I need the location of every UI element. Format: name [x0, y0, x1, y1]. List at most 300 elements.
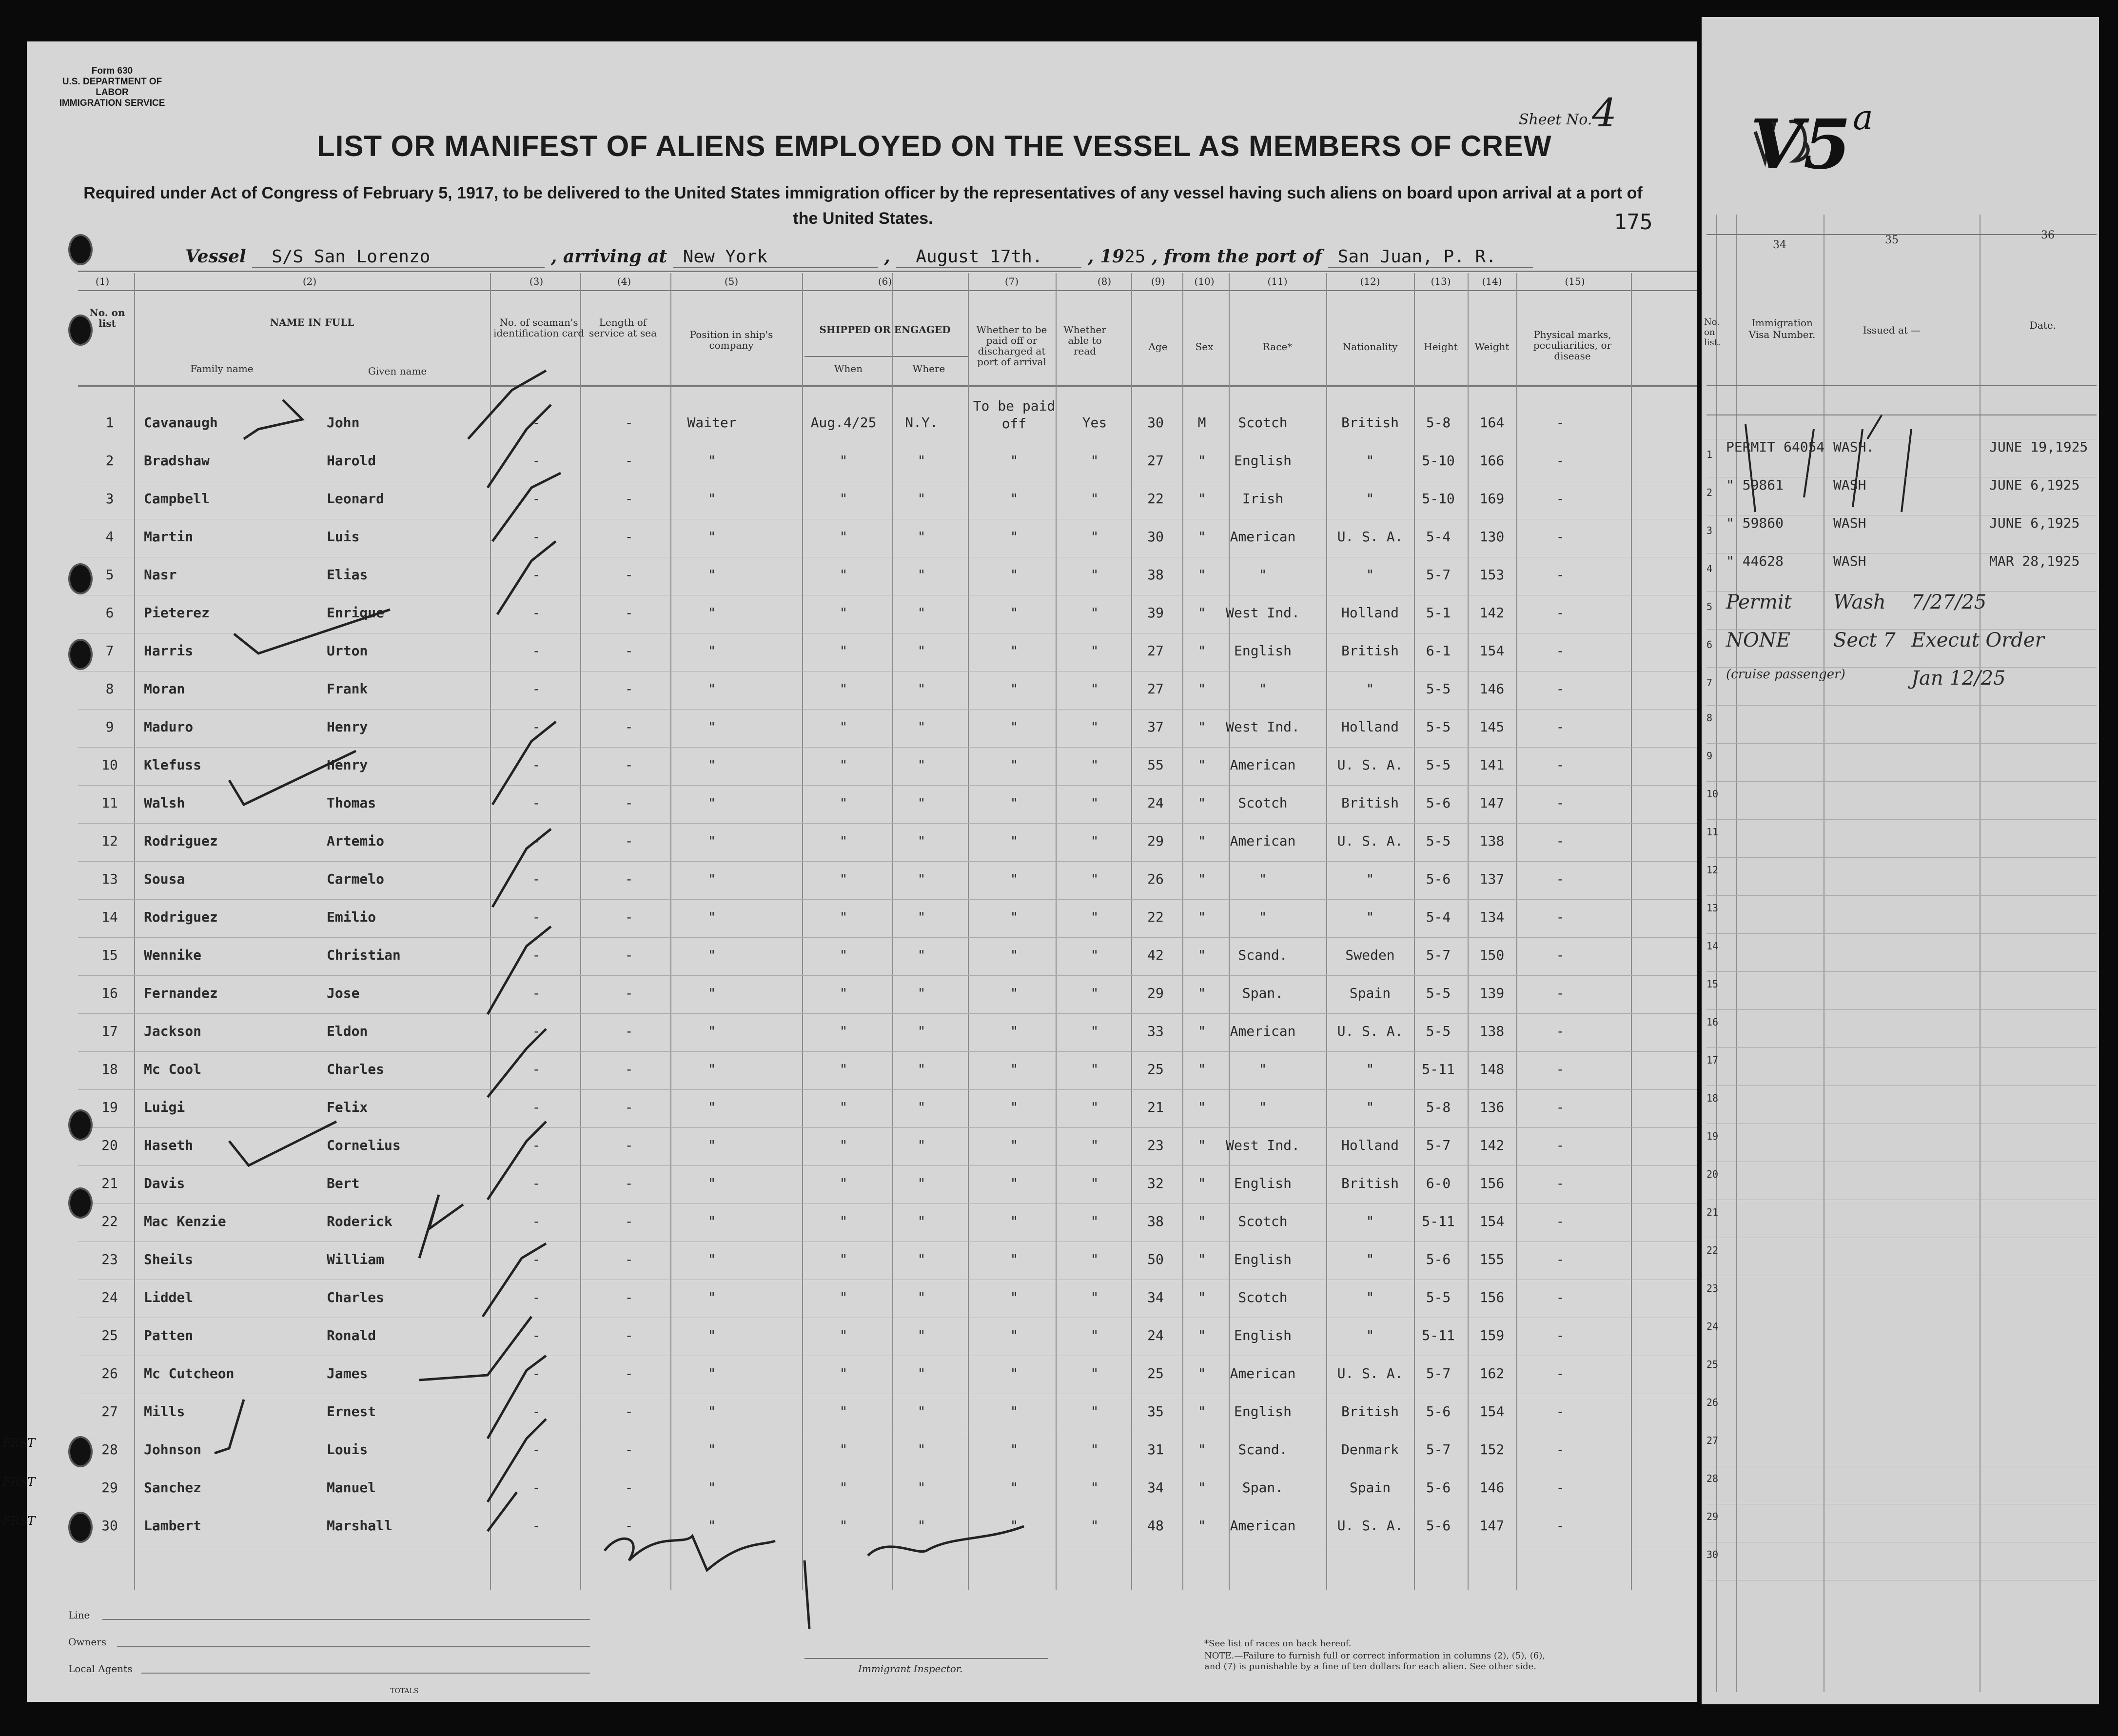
cell-when: ": [839, 491, 848, 507]
cell-card: -: [532, 909, 541, 925]
right-col-number: 35: [1885, 234, 1899, 246]
year-suffix: 25: [1124, 247, 1146, 267]
cell-marks: -: [1556, 795, 1565, 811]
visa-date: JUNE 6,1925: [1989, 515, 2080, 531]
issued-at: WASH: [1833, 553, 1866, 569]
check-mark: [419, 1195, 463, 1258]
cell-height: 5-1: [1426, 605, 1451, 621]
column-number: (14): [1482, 276, 1502, 287]
visa-date: MAR 28,1925: [1989, 553, 2080, 569]
cell-age: 34: [1147, 1289, 1164, 1305]
cell-read: ": [1090, 1023, 1099, 1039]
cell-read: ": [1090, 453, 1099, 469]
right-row-rule: [1706, 933, 2097, 934]
cell-age: 23: [1147, 1137, 1164, 1153]
cell-read: ": [1090, 1137, 1099, 1153]
cell-height: 5-6: [1426, 1251, 1451, 1267]
cell-when: ": [839, 1061, 848, 1077]
cell-read: ": [1090, 529, 1099, 545]
cell-weight: 156: [1479, 1175, 1505, 1191]
cell-position: ": [707, 1403, 716, 1420]
right-row-number: 18: [1706, 1092, 1719, 1104]
cell-no: 27: [101, 1403, 118, 1420]
cell-marks: -: [1556, 757, 1565, 773]
cell-family: Johnson: [144, 1441, 202, 1458]
cell-marks: -: [1556, 871, 1565, 887]
cell-sex: ": [1197, 1403, 1206, 1420]
cell-sex: ": [1197, 643, 1206, 659]
cell-race: ": [1258, 909, 1267, 925]
cell-given: Henry: [327, 719, 368, 735]
cell-nationality: ": [1366, 1251, 1374, 1267]
cell-no: 13: [101, 871, 118, 887]
check-mark: [215, 1400, 244, 1453]
cell-nationality: ": [1366, 1061, 1374, 1077]
cell-when: ": [839, 757, 848, 773]
check-mark: [483, 1243, 546, 1317]
cell-position: ": [707, 1327, 716, 1343]
cell-given: Bert: [327, 1175, 360, 1191]
cell-race: Scotch: [1238, 795, 1288, 811]
service: IMMIGRATION SERVICE: [59, 98, 165, 108]
right-row-rule: [1706, 819, 2097, 820]
cell-no: 30: [101, 1518, 118, 1534]
cell-read: ": [1090, 567, 1099, 583]
cell-length: -: [625, 1061, 633, 1077]
col-age: Age: [1148, 341, 1168, 353]
right-row-number: 20: [1706, 1168, 1719, 1180]
cell-read: ": [1090, 605, 1099, 621]
cell-read: ": [1090, 1099, 1099, 1115]
cell-age: 39: [1147, 605, 1164, 621]
cell-weight: 146: [1479, 681, 1505, 697]
cell-paid: ": [1010, 719, 1019, 735]
cell-read: ": [1090, 1403, 1099, 1420]
cell-race: English: [1234, 1251, 1292, 1267]
cell-sex: ": [1197, 1023, 1206, 1039]
cell-height: 5-5: [1426, 757, 1451, 773]
cell-card: -: [532, 1251, 541, 1267]
cell-family: Mac Kenzie: [144, 1213, 226, 1229]
cell-length: -: [625, 491, 633, 507]
cell-paid: ": [1010, 1251, 1019, 1267]
cell-when: ": [839, 529, 848, 545]
cell-race: ": [1258, 567, 1267, 583]
cell-length: -: [625, 1327, 633, 1343]
cell-height: 5-7: [1426, 947, 1451, 963]
cell-family: Sanchez: [144, 1480, 202, 1496]
cell-read: ": [1090, 1327, 1099, 1343]
cell-read: ": [1090, 985, 1099, 1001]
cell-card: -: [532, 1365, 541, 1381]
cell-family: Wennike: [144, 947, 202, 963]
cell-when: ": [839, 1365, 848, 1381]
cell-length: -: [625, 985, 633, 1001]
cell-weight: 147: [1479, 795, 1505, 811]
right-row-number: 23: [1706, 1282, 1719, 1294]
cell-family: Mc Cool: [144, 1061, 202, 1077]
cell-marks: -: [1556, 1518, 1565, 1534]
cell-read: ": [1090, 1480, 1099, 1496]
right-row-rule: [1706, 857, 2097, 858]
cell-paid: ": [1010, 1518, 1019, 1534]
cell-length: -: [625, 414, 633, 431]
cell-position: ": [707, 871, 716, 887]
cell-read: ": [1090, 757, 1099, 773]
cell-card: -: [532, 567, 541, 583]
cell-when: ": [839, 605, 848, 621]
cell-position: ": [707, 605, 716, 621]
cell-family: Liddel: [144, 1289, 194, 1305]
cell-sex: ": [1197, 1327, 1206, 1343]
cell-where: ": [917, 985, 926, 1001]
cell-card: -: [532, 1480, 541, 1496]
right-row-number: 7: [1706, 677, 1713, 689]
cell-height: 5-6: [1426, 1518, 1451, 1534]
column-number: (11): [1267, 276, 1288, 287]
cell-given: Eldon: [327, 1023, 368, 1039]
cell-card: -: [532, 719, 541, 735]
cell-marks: -: [1556, 681, 1565, 697]
cell-nationality: ": [1366, 491, 1374, 507]
column-number: (8): [1097, 276, 1112, 287]
cell-nationality: U. S. A.: [1337, 833, 1403, 849]
cell-where: ": [917, 1365, 926, 1381]
cell-weight: 162: [1479, 1365, 1505, 1381]
cell-where: ": [917, 1289, 926, 1305]
cell-weight: 169: [1479, 491, 1505, 507]
cell-weight: 145: [1479, 719, 1505, 735]
cell-marks: -: [1556, 1023, 1565, 1039]
footer-agents-label: Local Agents: [68, 1663, 133, 1675]
col-no: No. on list: [89, 307, 125, 329]
sheet-label: Sheet No.: [1519, 111, 1592, 128]
cell-when: ": [839, 1213, 848, 1229]
cell-given: Ernest: [327, 1403, 376, 1420]
cell-length: -: [625, 1403, 633, 1420]
cell-weight: 141: [1479, 757, 1505, 773]
right-row-number: 5: [1706, 601, 1713, 612]
visa-date: Jan 12/25: [1911, 667, 2006, 690]
cell-position: ": [707, 1289, 716, 1305]
right-row-number: 10: [1706, 788, 1719, 800]
cell-where: ": [917, 1175, 926, 1191]
cell-race: Span.: [1242, 985, 1284, 1001]
cell-given: Charles: [327, 1289, 385, 1305]
right-col-no: No. on list.: [1704, 317, 1721, 348]
cell-family: Sheils: [144, 1251, 194, 1267]
cell-where: ": [917, 1213, 926, 1229]
right-row-number: 19: [1706, 1130, 1719, 1142]
cell-marks: -: [1556, 1327, 1565, 1343]
cell-weight: 154: [1479, 1213, 1505, 1229]
cell-age: 37: [1147, 719, 1164, 735]
cell-family: Nasr: [144, 567, 177, 583]
cell-where: ": [917, 1023, 926, 1039]
cell-race: Scand.: [1238, 1441, 1288, 1458]
from-port: San Juan, P. R.: [1328, 247, 1533, 268]
cell-when: Aug.4/25: [810, 414, 877, 431]
cell-where: ": [917, 1137, 926, 1153]
cell-marks: -: [1556, 719, 1565, 735]
cell-nationality: Spain: [1349, 985, 1391, 1001]
cell-sex: ": [1197, 491, 1206, 507]
cell-given: Luis: [327, 529, 360, 545]
handwritten-v5-text: V5: [1750, 105, 1851, 185]
cell-weight: 166: [1479, 453, 1505, 469]
cell-marks: -: [1556, 947, 1565, 963]
cell-no: 3: [105, 491, 114, 507]
cell-marks: -: [1556, 1480, 1565, 1496]
cell-when: ": [839, 1289, 848, 1305]
cell-age: 30: [1147, 414, 1164, 431]
cell-race: Scotch: [1238, 1213, 1288, 1229]
cell-length: -: [625, 1480, 633, 1496]
cell-race: ": [1258, 871, 1267, 887]
cell-position: ": [707, 529, 716, 545]
col-length: Length of service at sea: [588, 316, 657, 339]
column-number: (15): [1565, 276, 1585, 287]
cell-family: Luigi: [144, 1099, 185, 1115]
cell-length: -: [625, 1023, 633, 1039]
cell-sex: ": [1197, 605, 1206, 621]
cell-no: 1: [105, 414, 114, 431]
cell-sex: ": [1197, 1061, 1206, 1077]
cell-position: ": [707, 1099, 716, 1115]
page-subtitle: Required under Act of Congress of February 5, 1917, to be delivered to the United States immigration officer by the representatives of any vessel having such aliens on board upon arrival at a port of the United States.: [83, 184, 1643, 228]
cell-nationality: Spain: [1349, 1480, 1391, 1496]
cell-sex: ": [1197, 985, 1206, 1001]
arrival-date: August 17th.: [896, 247, 1081, 268]
cell-family: Maduro: [144, 719, 194, 735]
year-prefix: , 19: [1087, 246, 1125, 267]
cell-no: 24: [101, 1289, 118, 1305]
cell-sex: ": [1197, 719, 1206, 735]
cell-family: Pieterez: [144, 605, 210, 621]
cell-paid: ": [1010, 491, 1019, 507]
cell-where: N.Y.: [905, 414, 938, 431]
cell-given: Jose: [327, 985, 360, 1001]
cell-height: 5-10: [1422, 453, 1455, 469]
cell-where: ": [917, 605, 926, 621]
cell-paid: ": [1010, 985, 1019, 1001]
cell-height: 5-5: [1426, 833, 1451, 849]
vessel-name: S/S San Lorenzo: [252, 247, 545, 268]
cell-marks: -: [1556, 643, 1565, 659]
cell-nationality: U. S. A.: [1337, 1365, 1403, 1381]
right-row-number: 11: [1706, 826, 1719, 838]
cell-age: 33: [1147, 1023, 1164, 1039]
cell-sex: ": [1197, 1137, 1206, 1153]
cell-weight: 138: [1479, 833, 1505, 849]
cell-race: Span.: [1242, 1480, 1284, 1496]
cell-read: ": [1090, 681, 1099, 697]
inspector-line: [804, 1658, 1048, 1659]
column-number: (2): [302, 276, 317, 287]
cell-position: ": [707, 1137, 716, 1153]
cell-position: ": [707, 1480, 716, 1496]
check-mark: [488, 1419, 546, 1502]
visa-number: PERMIT 64054: [1726, 439, 1825, 455]
cell-age: 32: [1147, 1175, 1164, 1191]
footer-line: [102, 1619, 590, 1620]
cell-card: -: [532, 871, 541, 887]
column-number: (6): [878, 276, 892, 287]
cell-weight: 137: [1479, 871, 1505, 887]
cell-when: ": [839, 1099, 848, 1115]
cell-weight: 142: [1479, 605, 1505, 621]
col-name: NAME IN FULL: [270, 316, 354, 328]
col-given: Given name: [368, 365, 427, 377]
col-weight: Weight: [1474, 341, 1510, 353]
cell-sex: ": [1197, 1251, 1206, 1267]
cell-sex: ": [1197, 1175, 1206, 1191]
cell-read: Yes: [1082, 414, 1107, 431]
cell-weight: 146: [1479, 1480, 1505, 1496]
visa-date: JUNE 19,1925: [1989, 439, 2088, 455]
cell-family: Jackson: [144, 1023, 202, 1039]
cell-given: Manuel: [327, 1480, 376, 1496]
check-mark: [497, 541, 556, 614]
issued-at: WASH: [1833, 477, 1866, 493]
cell-race: ": [1258, 1061, 1267, 1077]
cell-position: ": [707, 681, 716, 697]
cell-paid: ": [1010, 1441, 1019, 1458]
check-mark: [229, 751, 356, 805]
cell-height: 5-7: [1426, 1441, 1451, 1458]
cell-paid: ": [1010, 909, 1019, 925]
cell-length: -: [625, 1289, 633, 1305]
cell-age: 29: [1147, 985, 1164, 1001]
cell-height: 5-7: [1426, 1365, 1451, 1381]
cell-height: 6-1: [1426, 643, 1451, 659]
col-read: Whether able to read: [1063, 324, 1106, 357]
col-when: When: [834, 363, 863, 375]
cell-where: ": [917, 757, 926, 773]
cell-when: ": [839, 1137, 848, 1153]
visa-date: JUNE 6,1925: [1989, 477, 2080, 493]
cell-no: 22: [101, 1213, 118, 1229]
cell-family: Moran: [144, 681, 185, 697]
cell-when: ": [839, 833, 848, 849]
cell-where: ": [917, 909, 926, 925]
cell-weight: 154: [1479, 1403, 1505, 1420]
cell-length: -: [625, 1441, 633, 1458]
cell-no: 12: [101, 833, 118, 849]
cell-no: 28: [101, 1441, 118, 1458]
cell-age: 50: [1147, 1251, 1164, 1267]
cell-sex: ": [1197, 1099, 1206, 1115]
cell-nationality: Holland: [1341, 1137, 1399, 1153]
cell-given: Christian: [327, 947, 401, 963]
cell-given: Roderick: [327, 1213, 392, 1229]
cell-paid: ": [1010, 1137, 1019, 1153]
cell-given: Charles: [327, 1061, 385, 1077]
cell-marks: -: [1556, 1289, 1565, 1305]
cell-nationality: Denmark: [1341, 1441, 1399, 1458]
cell-given: Carmelo: [327, 871, 385, 887]
cell-sex: ": [1197, 757, 1206, 773]
cell-given: John: [327, 414, 360, 431]
cell-family: Mills: [144, 1403, 185, 1420]
cell-where: ": [917, 1251, 926, 1267]
cell-weight: 130: [1479, 529, 1505, 545]
cell-nationality: ": [1366, 1289, 1374, 1305]
cell-where: ": [917, 1061, 926, 1077]
cell-position: ": [707, 1175, 716, 1191]
cell-family: Haseth: [144, 1137, 194, 1153]
cell-marks: -: [1556, 833, 1565, 849]
right-row-number: 25: [1706, 1359, 1719, 1370]
cell-nationality: British: [1341, 795, 1399, 811]
cell-read: ": [1090, 1365, 1099, 1381]
cell-position: ": [707, 985, 716, 1001]
cell-nationality: U. S. A.: [1337, 529, 1403, 545]
inspector-signature: [605, 1526, 1024, 1629]
cell-sex: ": [1197, 453, 1206, 469]
cell-card: -: [532, 491, 541, 507]
right-row-rule: [1706, 1047, 2097, 1048]
right-row-rule: [1706, 743, 2097, 744]
col-sex: Sex: [1195, 341, 1214, 353]
cell-sex: ": [1197, 681, 1206, 697]
cell-race: Scand.: [1238, 947, 1288, 963]
right-row-rule: [1706, 414, 2097, 415]
cell-no: 19: [101, 1099, 118, 1115]
cell-no: 10: [101, 757, 118, 773]
cell-nationality: ": [1366, 453, 1374, 469]
cell-weight: 147: [1479, 1518, 1505, 1534]
cell-length: -: [625, 833, 633, 849]
right-row-number: 12: [1706, 864, 1719, 876]
right-col-date: Date.: [2029, 319, 2057, 331]
right-row-number: 21: [1706, 1206, 1719, 1218]
cell-race: American: [1230, 1518, 1296, 1534]
cell-where: ": [917, 719, 926, 735]
right-row-number: 15: [1706, 978, 1719, 990]
cell-age: 38: [1147, 567, 1164, 583]
cell-when: ": [839, 1251, 848, 1267]
department: U.S. DEPARTMENT OF LABOR: [62, 77, 162, 98]
cell-nationality: ": [1366, 1327, 1374, 1343]
cell-height: 5-10: [1422, 491, 1455, 507]
cell-where: ": [917, 529, 926, 545]
cell-paid: ": [1010, 605, 1019, 621]
arriving-label: , arriving at: [550, 246, 667, 267]
cell-length: -: [625, 1365, 633, 1381]
cell-length: -: [625, 567, 633, 583]
cell-card: -: [532, 1137, 541, 1153]
right-col-visa: Immigration Visa Number.: [1748, 317, 1816, 340]
cell-position: ": [707, 795, 716, 811]
cell-read: ": [1090, 1289, 1099, 1305]
cell-given: Ronald: [327, 1327, 376, 1343]
cell-position: ": [707, 909, 716, 925]
cell-card: -: [532, 1213, 541, 1229]
cell-family: Davis: [144, 1175, 185, 1191]
cell-height: 5-6: [1426, 1403, 1451, 1420]
cell-weight: 159: [1479, 1327, 1505, 1343]
footer-note-races: *See list of races on back hereof.: [1204, 1638, 1352, 1649]
cell-where: ": [917, 567, 926, 583]
cell-height: 5-5: [1426, 719, 1451, 735]
cell-length: -: [625, 1175, 633, 1191]
cell-family: Rodriguez: [144, 833, 218, 849]
cell-paid: To be paid off: [973, 398, 1056, 432]
cell-where: ": [917, 1518, 926, 1534]
cell-when: ": [839, 985, 848, 1001]
cell-card: -: [532, 985, 541, 1001]
